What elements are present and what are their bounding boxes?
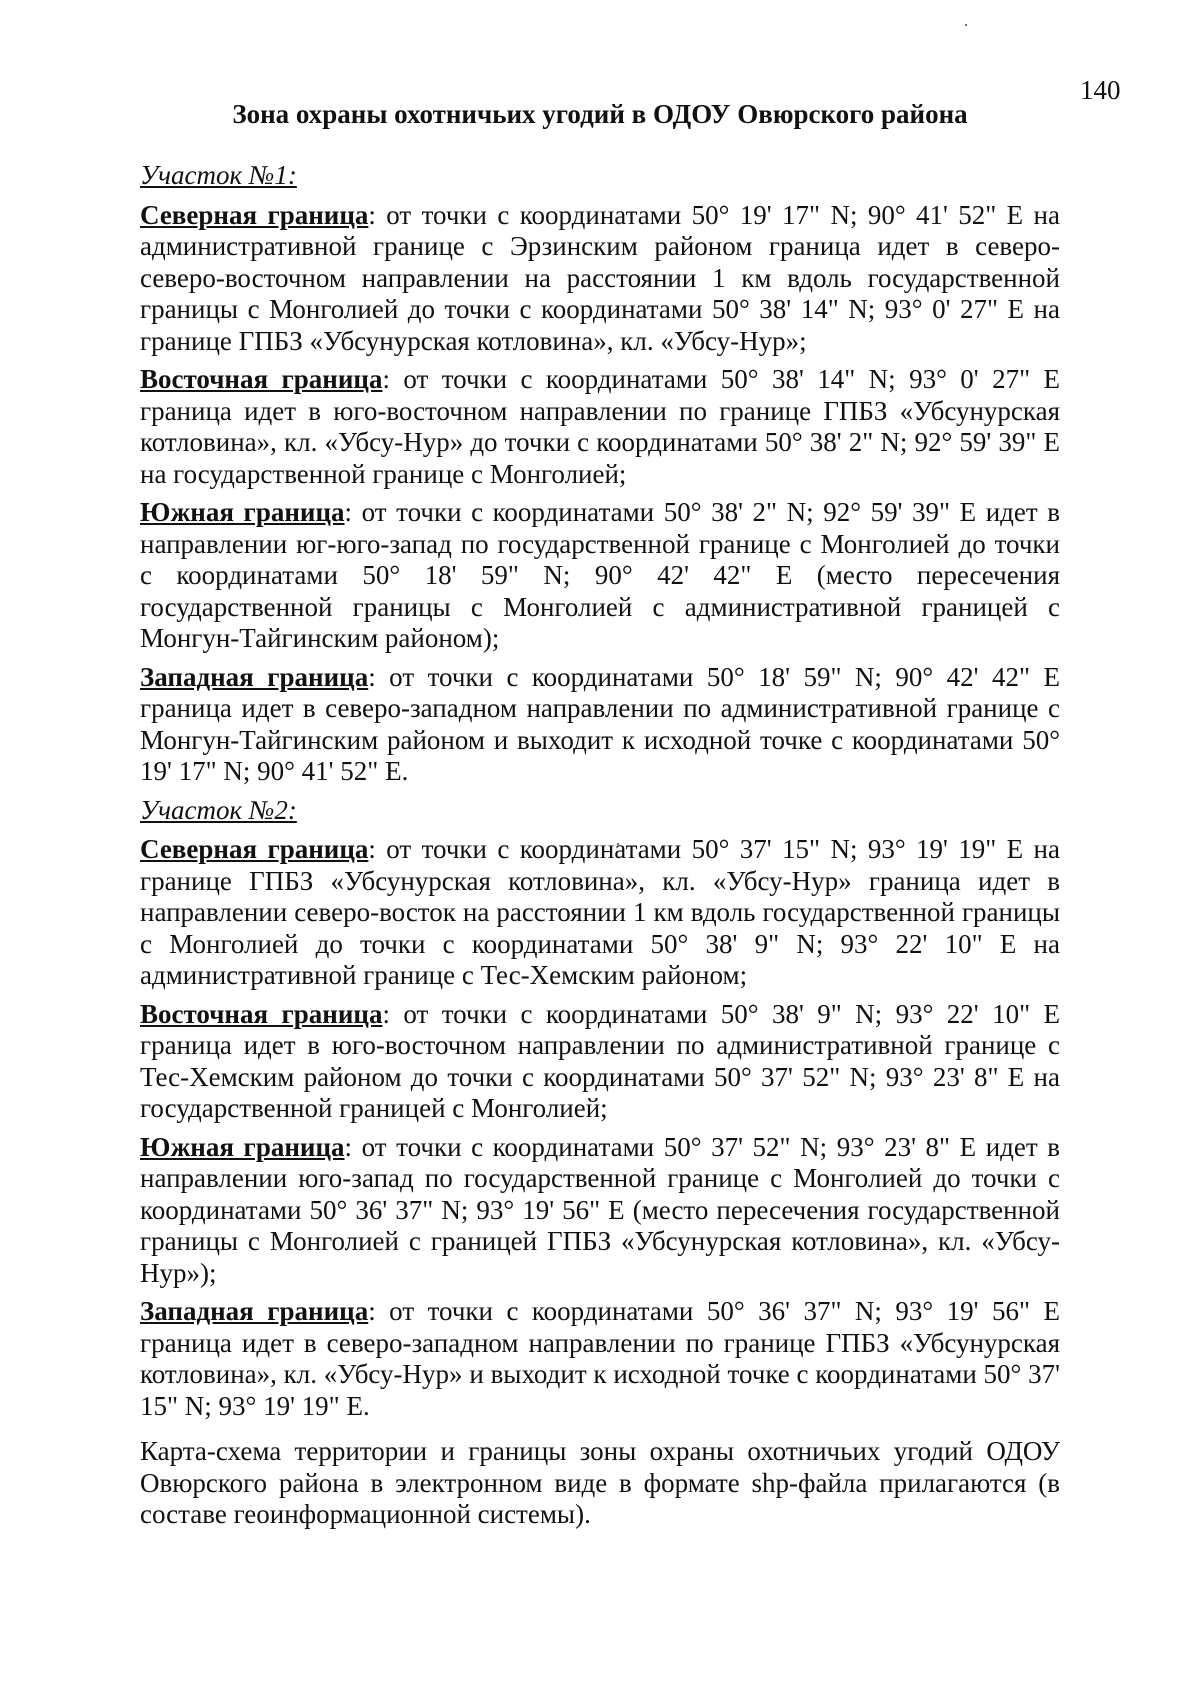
border-text: : от точки с координатами 50° 18' 59" N; 90° 42' 42" Е граница идет в северо-западном направлении по административной границе с Монгун-Тайгинским районом и выходит к исходной точке с координатами 50° 19' 17" N; 90° 41' 52" Е. xyxy=(140,661,1060,786)
border-label: Северная граница xyxy=(140,199,369,230)
border-paragraph xyxy=(140,662,1060,788)
section-heading: Участок №1: xyxy=(140,160,297,190)
border-paragraph xyxy=(140,1132,1060,1290)
section-1 xyxy=(140,160,1060,788)
page-title: Зона охраны охотничьих угодий в ОДОУ Овюрского района xyxy=(232,99,968,129)
page-number: 140 xyxy=(1080,75,1121,105)
border-paragraph xyxy=(140,364,1060,490)
border-label: Северная граница xyxy=(140,834,369,864)
border-text: : от точки с координатами 50° 38' 2" N; 92° 59' 39" Е идет в направлении юг-юго-запад по государственной границе с Монголией до точки с координатами 50° 18' 59" N; 90° 42' 42" Е (место пересечения государственной границы с Монголией с административной границей с Монгун-Тайгинским районом); xyxy=(140,497,1061,653)
document-body xyxy=(140,160,1060,1531)
section-2 xyxy=(140,795,1060,1423)
border-text: : от точки с координатами 50° 37' 15" N; 93° 19' 19" Е на границе ГПБЗ «Убсунурская котловина», кл. «Убсу-Нур» граница идет в направлении северо-восток на расстоянии 1 км вдоль государственной границы с Монголией до точки с координатами 50° 38' 9" N; 93° 22' 10" Е на административной границе с Тес-Хемским районом; xyxy=(140,834,1060,990)
border-label: Западная граница xyxy=(140,661,369,692)
section-heading: Участок №2: xyxy=(140,794,297,825)
border-text: : от точки с координатами 50° 19' 17" N; 90° 41' 52" Е на административной границе с Эрзинским районом граница идет в северо-северо-восточном направлении на расстоянии 1 км вдоль государственной границы с Монголией до точки с координатами 50° 38' 14" N; 93° 0' 27" Е на границе ГПБЗ «Убсунурская котловина», кл. «Убсу-Нур»; xyxy=(140,199,1060,356)
border-label: Западная граница xyxy=(140,1296,369,1326)
border-paragraph xyxy=(140,1296,1060,1422)
border-paragraph xyxy=(140,497,1060,655)
scan-speck xyxy=(965,24,967,26)
border-text: : от точки с координатами 50° 38' 14" N; 93° 0' 27" Е граница идет в юго-восточном направлении по границе ГПБЗ «Убсунурская котловина», кл. «Убсу-Нур» до точки с координатами 50° 38' 2" N; 92° 59' 39" Е на государственной границе с Монголией; xyxy=(140,364,1060,489)
closing-paragraph: Карта-схема территории и границы зоны охраны охотничьих угодий ОДОУ Овюрского района в электронном виде в формате shp-файла прилагаются (в составе геоинформационной системы). xyxy=(140,1436,1060,1529)
border-text: : от точки с координатами 50° 36' 37" N; 93° 19' 56" Е граница идет в северо-западном направлении по границе ГПБЗ «Убсунурская котловина», кл. «Убсу-Нур» и выходит к исходной точке с координатами 50° 37' 15" N; 93° 19' 19" Е. xyxy=(140,1296,1060,1421)
border-paragraph xyxy=(140,999,1060,1125)
border-label: Южная граница xyxy=(140,497,345,527)
border-label: Восточная граница xyxy=(140,364,383,394)
border-label: Южная граница xyxy=(140,1131,345,1162)
border-paragraph xyxy=(140,200,1060,358)
border-paragraph xyxy=(140,834,1060,992)
border-text: : от точки с координатами 50° 37' 52" N; 93° 23' 8" Е идет в направлении юго-запад по государственной границе с Монголией до точки с координатами 50° 36' 37" N; 93° 19' 56" Е (место пересечения государственной границы с Монголией с границей ГПБЗ «Убсунурская котловина», кл. «Убсу-Нур»); xyxy=(140,1131,1061,1288)
border-label: Восточная граница xyxy=(140,998,383,1029)
border-text: : от точки с координатами 50° 38' 9" N; 93° 22' 10" Е граница идет в юго-восточном направлении по административной границе с Тес-Хемским районом до точки с координатами 50° 37' 52" N; 93° 23' 8" Е на государственной границей с Монголией; xyxy=(140,998,1060,1123)
